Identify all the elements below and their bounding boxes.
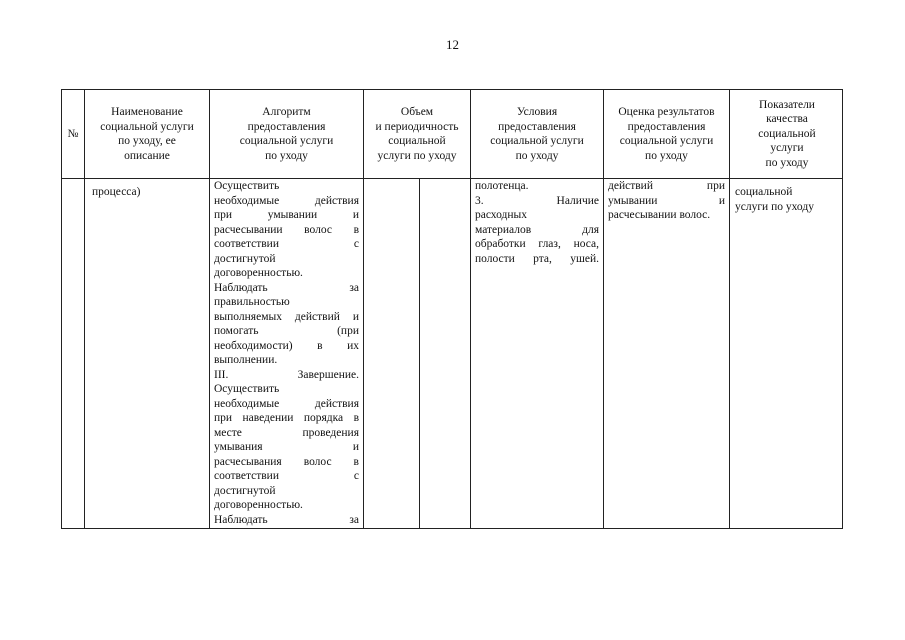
text-line: достигнутой (214, 484, 276, 497)
text-line: необходимости) в их (214, 339, 359, 352)
text-line: расчесывании волос. (608, 209, 711, 221)
text-line: расходных (475, 209, 528, 221)
cell-conditions (471, 178, 604, 528)
text-line: соответствии с (214, 238, 359, 250)
header-volume (364, 90, 471, 178)
text-line: III. Завершение. (214, 368, 359, 381)
text-line: необходимые действия (214, 397, 359, 410)
text-line: помогать (при (214, 325, 359, 337)
text-line: обработки глаз, носа, (475, 238, 599, 250)
text-line: Осуществить (214, 383, 280, 395)
text-line: необходимые действия (214, 194, 359, 207)
header-quality (730, 90, 844, 178)
text-line: Наблюдать за (214, 513, 359, 526)
cell-num (62, 178, 85, 528)
text-line: выполнении. (214, 354, 278, 366)
text-line: месте проведения (214, 426, 359, 439)
text-line: умывания и (214, 441, 359, 453)
text-line: при умывании и (214, 209, 359, 221)
header-evaluation (604, 90, 730, 178)
cell-name: процесса) (85, 178, 210, 528)
text-line: 3. Наличие (475, 194, 599, 207)
text-line: достигнутой (214, 252, 276, 265)
page-number: 12 (446, 37, 459, 52)
text-line: договоренностью. (214, 267, 303, 279)
header-name-label: Наименование социальной услуги по уходу, ее описание (100, 106, 194, 162)
table-header-row (62, 90, 842, 179)
header-algorithm-label: Алгоритм предоставления социальной услуги по уходу (239, 106, 334, 162)
header-volume-label: Объем и периодичность социальной услуги по уходу (375, 106, 459, 162)
services-table (61, 89, 843, 529)
header-conditions-label: Условия предоставления социальной услуги по уходу (490, 106, 584, 162)
text-line: соответствии с (214, 470, 359, 482)
header-evaluation-label: Оценка результатов предоставления социальной услуги по уходу (618, 106, 715, 162)
cell-volume (364, 178, 471, 528)
text-line: правильностью (214, 296, 290, 308)
volume-divider (419, 178, 420, 528)
text-line: выполняемых действий и (214, 310, 359, 323)
header-num (62, 90, 85, 178)
text-line: умывании и (608, 194, 725, 207)
text-line: Осуществить (214, 180, 280, 192)
cell-evaluation (604, 178, 730, 528)
text-line: действий при (608, 180, 725, 192)
table-row (62, 178, 842, 528)
text-line: при наведении порядка в (214, 412, 359, 424)
header-name (85, 90, 210, 178)
text-line: расчесывании волос в (214, 223, 359, 236)
cell-algorithm (210, 178, 364, 528)
text-line: полости рта, ушей. (475, 252, 599, 265)
header-algorithm (210, 90, 364, 178)
text-line: полотенца. (475, 180, 529, 192)
text-line: материалов для (475, 223, 599, 236)
cell-quality: социальной услуги по уходу (735, 186, 814, 213)
text-line: расчесывания волос в (214, 455, 359, 468)
header-quality-label: Показатели качества социальной услуги по уходу (758, 98, 816, 169)
header-num-label: № (67, 127, 79, 140)
text-line: договоренностью. (214, 499, 303, 511)
header-conditions (471, 90, 604, 178)
text-line: Наблюдать за (214, 281, 359, 294)
